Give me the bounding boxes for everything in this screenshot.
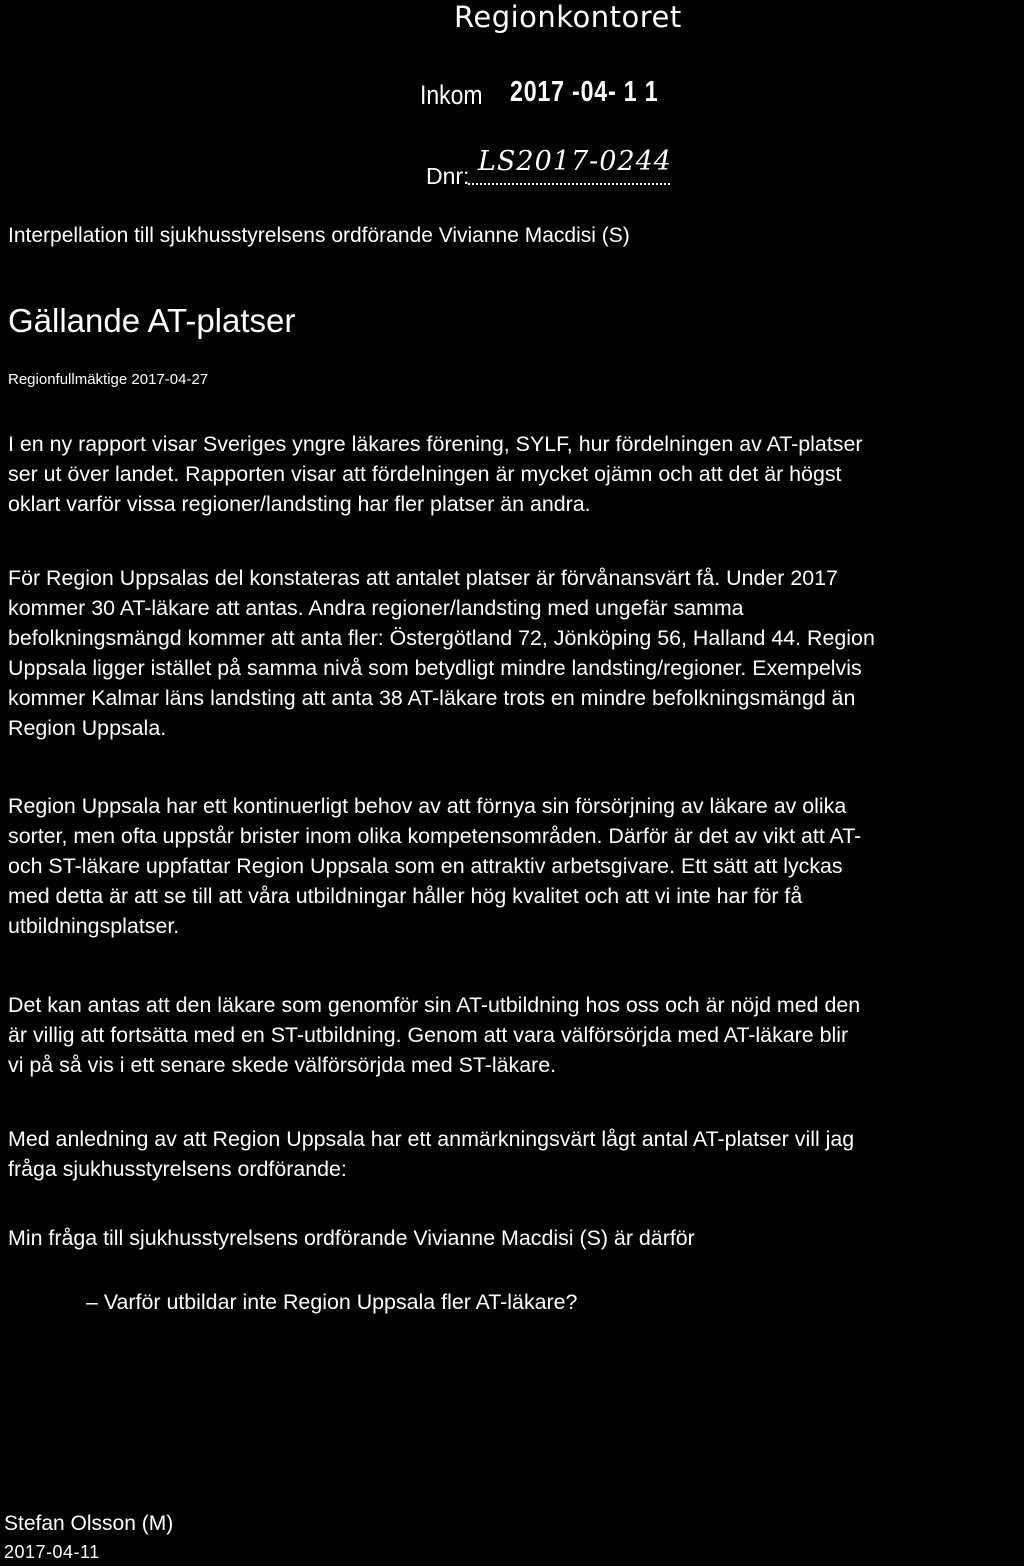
paragraph-line: Det kan antas att den läkare som genomför sin AT-utbildning hos oss och är nöjd med den <box>8 993 861 1017</box>
paragraph-line: Region Uppsala har ett kontinuerligt behov av att förnya sin försörjning av läkare av olika <box>8 794 847 818</box>
paragraph-4 <box>8 990 1024 1080</box>
paragraph-line: I en ny rapport visar Sveriges yngre läkares förening, SYLF, hur fördelningen av AT-platser <box>8 432 863 456</box>
stamp-inkom-label: Inkom <box>420 80 483 110</box>
paragraph-line: För Region Uppsalas del konstateras att antalet platser är förvånansvärt få. Under 2017 <box>8 566 838 590</box>
paragraph-line: Uppsala ligger istället på samma nivå som betydligt mindre landsting/regioner. Exempelvis <box>8 656 862 680</box>
paragraph-line: och ST-läkare uppfattar Region Uppsala som en attraktiv arbetsgivare. Ett sätt att lyckas <box>8 854 843 878</box>
paragraph-line: kommer 30 AT-läkare att antas. Andra regioner/landsting med ungefär samma <box>8 596 744 620</box>
paragraph-line: Min fråga till sjukhusstyrelsens ordförande Vivianne Macdisi (S) är därför <box>8 1226 695 1250</box>
paragraph-5 <box>8 1124 1024 1184</box>
paragraph-line: fråga sjukhusstyrelsens ordförande: <box>8 1157 347 1181</box>
stamp-dnr-dotted-line <box>468 183 670 185</box>
paragraph-line: är villig att fortsätta med en ST-utbildning. Genom att vara välförsörjda med AT-läkare blir <box>8 1023 849 1047</box>
meeting-reference: Regionfullmäktige 2017-04-27 <box>8 371 209 388</box>
paragraph-line: kommer Kalmar läns landsting att anta 38 AT-läkare trots en mindre befolkningsmängd än <box>8 686 856 710</box>
paragraph-6 <box>8 1223 1024 1253</box>
paragraph-line: vi på så vis i ett senare skede välförsörjda med ST-läkare. <box>8 1053 557 1077</box>
document-subtitle: Interpellation till sjukhusstyrelsens ordförande Vivianne Macdisi (S) <box>8 224 630 247</box>
stamp-dnr-value: LS2017-0244 <box>478 146 672 177</box>
paragraph-line: befolkningsmängd kommer att anta fler: Östergötland 72, Jönköping 56, Halland 44. Region <box>8 626 875 650</box>
paragraph-line: Region Uppsala. <box>8 716 167 740</box>
signer-name: Stefan Olsson (M) <box>4 1512 174 1535</box>
paragraph-line: utbildningsplatser. <box>8 914 180 938</box>
stamp-inkom-date: 2017 -04- 1 1 <box>510 76 659 108</box>
paragraph-line: sorter, men ofta uppstår brister inom olika kompetensområden. Därför är det av vikt att AT- <box>8 824 862 848</box>
paragraph-line: Med anledning av att Region Uppsala har ett anmärkningsvärt lågt antal AT-platser vill jag <box>8 1127 855 1151</box>
interpellation-question: – Varför utbildar inte Region Uppsala fler AT-läkare? <box>86 1290 578 1314</box>
paragraph-1 <box>8 429 1024 519</box>
stamp-office-name: Regionkontoret <box>454 0 682 34</box>
stamp-dnr-label: Dnr: <box>426 163 470 189</box>
signature-date: 2017-04-11 <box>4 1542 100 1562</box>
page-title: Gällande AT-platser <box>8 302 296 339</box>
paragraph-line: med detta är att se till att våra utbildningar håller hög kvalitet och att vi inte har för få <box>8 884 803 908</box>
paragraph-2 <box>8 563 1024 743</box>
paragraph-line: ser ut över landet. Rapporten visar att fördelningen är mycket ojämn och att det är högst <box>8 462 842 486</box>
paragraph-line: oklart varför vissa regioner/landsting har fler platser än andra. <box>8 492 591 516</box>
paragraph-3 <box>8 791 1024 941</box>
